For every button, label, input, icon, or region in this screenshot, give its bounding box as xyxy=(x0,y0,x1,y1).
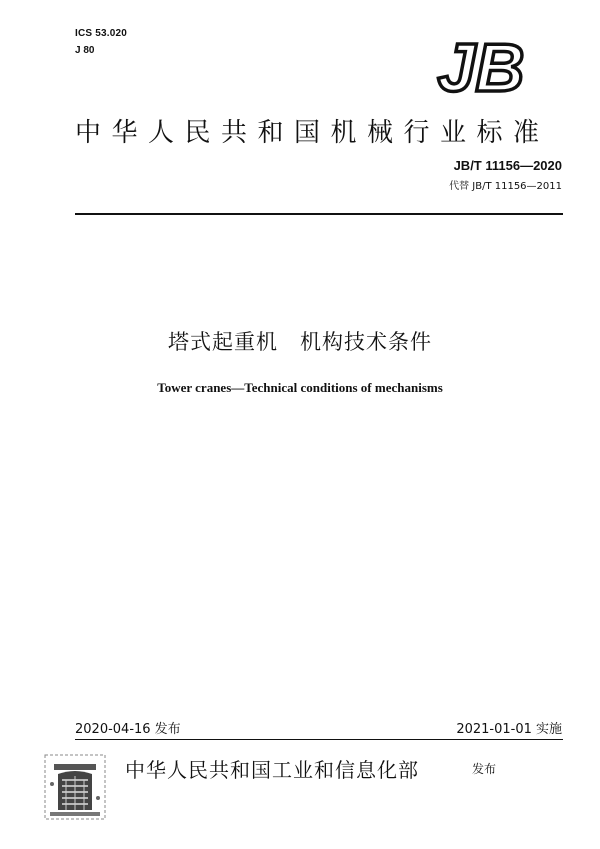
footer-divider xyxy=(75,739,563,740)
publish-label: 发布 xyxy=(472,762,497,776)
classification-code: J 80 xyxy=(75,45,95,56)
jb-logo xyxy=(421,36,541,96)
publisher-seal-icon xyxy=(44,754,106,820)
header-divider xyxy=(75,213,563,215)
industry-standard-title: 中华人民共和国机械行业标准 xyxy=(75,118,550,148)
document-title-en: Tower cranes—Technical conditions of mechanisms xyxy=(157,380,443,395)
document-title-zh: 塔式起重机 机构技术条件 xyxy=(168,330,432,354)
replaces-standard: 代替 JB/T 11156—2011 xyxy=(449,181,562,192)
implementation-date: 2021-01-01 实施 xyxy=(456,722,562,737)
jb-logo-text: JB xyxy=(437,36,525,96)
publication-date: 2020-04-16 发布 xyxy=(75,722,181,737)
issuing-authority: 中华人民共和国工业和信息化部 xyxy=(125,758,419,782)
ics-code: ICS 53.020 xyxy=(75,28,128,39)
standard-number: JB/T 11156—2020 xyxy=(453,158,562,173)
